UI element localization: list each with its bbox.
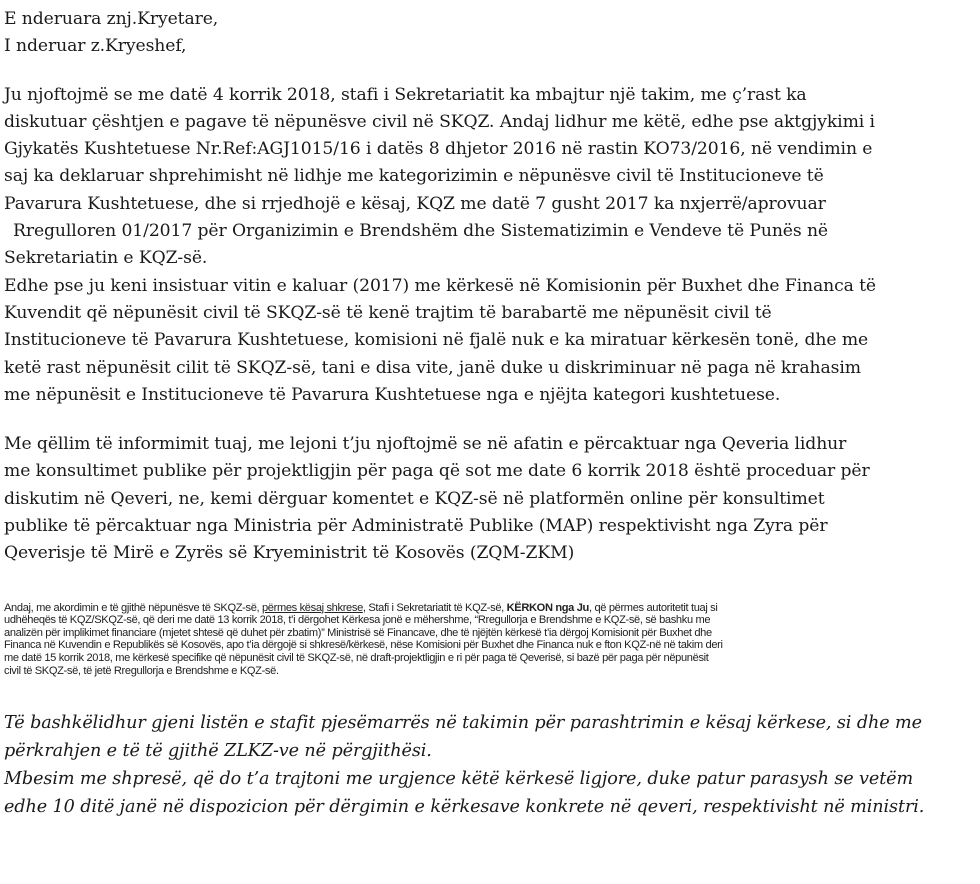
paragraph-line <box>4 602 976 615</box>
paragraph-request-small-print <box>4 602 976 678</box>
greeting <box>4 6 976 61</box>
paragraph-line: ketë rast nëpunësit cilit të SKQZ-së, tani e disa vite, janë duke u diskriminuar në paga në krahasim <box>4 357 861 378</box>
paragraph-line: me konsultimet publike për projektligjin për paga që sot me date 6 korrik 2018 është proceduar për <box>4 461 870 482</box>
closing-paragraph <box>4 710 976 821</box>
paragraph-line: Ju njoftojmë se me datë 4 korrik 2018, stafi i Sekretariatit ka mbajtur një takim, me ç’rast ka <box>4 84 807 105</box>
paragraph-line: Financa në Kuvendin e Republikës së Kosovës, apo t’ia dërgojë si shkresë/kërkesë, nëse Komisioni për Buxhet dhe Financa nuk e fton KQZ-në në takim deri <box>4 639 723 652</box>
paragraph-line: me datë 15 korrik 2018, me kërkesë specifike që nëpunësit civil të SKQZ-së, në draft-projektligjin e ri për paga të Qeverisë, si bazë për paga për nëpunësit <box>4 652 709 665</box>
paragraph-line: me nëpunësit e Institucioneve të Pavarura Kushtetuese nga e njëjta kategori kushtetuese. <box>4 384 781 405</box>
paragraph-line: diskutim në Qeveri, ne, kemi dërguar komentet e KQZ-së në platformën online për konsultimet <box>4 488 825 509</box>
request-text: Andaj, me akordimin e të gjithë nëpunësve të SKQZ-së, <box>4 601 262 614</box>
paragraph-line: Pavarura Kushtetuese, dhe si rrjedhojë e kësaj, KQZ me datë 7 gusht 2017 ka nxjerrë/aprovuar <box>4 193 826 214</box>
paragraph-line: saj ka deklaruar shprehimisht në lidhje me kategorizimin e nëpunësve civil të Institucioneve të <box>4 166 824 187</box>
paragraph-line: Institucioneve të Pavarura Kushtetuese, komisioni në fjalë nuk e ka miratuar kërkesën tonë, dhe me <box>4 330 869 351</box>
paragraph-line: Edhe pse ju keni insistuar vitin e kaluar (2017) me kërkesë në Komisionin për Buxhet dhe Financa të <box>4 275 877 296</box>
letter-document <box>4 6 976 821</box>
paragraph-line: Gjykatës Kushtetuese Nr.Ref:AGJ1015/16 i datës 8 dhjetor 2016 në rastin KO73/2016, në vendimin e <box>4 139 873 160</box>
paragraph-meeting-notice <box>4 82 976 273</box>
greeting-line-1: E nderuara znj.Kryetare, <box>4 9 219 29</box>
paragraph-line: Të bashkëlidhur gjeni listën e stafit pjesëmarrës në takimin për parashtrimin e kësaj kërkese, si dhe me <box>4 713 922 734</box>
request-underlined-text: përmes kësaj shkrese <box>261 601 363 614</box>
paragraph-line: Me qëllim të informimit tuaj, me lejoni t’ju njoftojmë se në afatin e përcaktuar nga Qeveria lidhur <box>4 434 847 455</box>
paragraph-line: përkrahjen e të të gjithë ZLKZ-ve në përgjithësi. <box>4 741 432 761</box>
greeting-line-2: I nderuar z.Kryeshef, <box>4 36 187 57</box>
paragraph-line: Qeverisje të Mirë e Zyrës së Kryeministrit të Kosovës (ZQM-ZKM) <box>4 543 575 564</box>
paragraph-line: publike të përcaktuar nga Ministria për Administratë Publike (MAP) respektivisht nga Zyra për <box>4 516 828 537</box>
paragraph-line: civil të SKQZ-së, të jetë Rregullorja e Brendshme e KQZ-së. <box>4 664 279 677</box>
paragraph-line: Sekretariatin e KQZ-së. <box>4 248 208 269</box>
paragraph-line: Mbesim me shpresë, që do t’a trajtoni me urgjence këtë kërkesë ligjore, duke patur parasysh se vetëm <box>4 768 914 789</box>
paragraph-public-consultation <box>4 431 976 567</box>
paragraph-line: edhe 10 ditë janë në dispozicion për dërgimin e kërkesave konkrete në qeveri, respektivisht në ministri. <box>4 796 925 817</box>
paragraph-line: udhëheqës të KQZ/SKQZ-së, që deri me datë 13 korrik 2018, t’i dërgohet Kërkesa jonë e mëhershme, “Rregullorja e Brendshme e KQZ-së, së bashku me <box>4 614 711 627</box>
paragraph-line: Kuvendit që nëpunësit civil të SKQZ-së të kenë trajtim të barabartë me nëpunësit civil të <box>4 302 772 323</box>
paragraph-budget-commission <box>4 273 976 409</box>
paragraph-line: analizën për implikimet financiare (mjetet shtesë që duhet për zbatim)” Ministrisë së Financave, dhe të njëjtën kërkesë t’ia dërgoj Komisionit për Buxhet dhe <box>4 626 712 639</box>
request-text: , Stafi i Sekretariatit të KQZ-së, <box>362 601 507 614</box>
request-bold-text: KËRKON nga Ju <box>506 601 589 614</box>
paragraph-line: diskutuar çështjen e pagave të nëpunësve civil në SKQZ. Andaj lidhur me këtë, edhe pse aktgjykimi i <box>4 111 875 132</box>
request-text: , që përmes autoritetit tuaj si <box>588 601 718 614</box>
paragraph-line: Rregulloren 01/2017 për Organizimin e Brendshëm dhe Sistematizimin e Vendeve të Punës në <box>13 221 829 242</box>
